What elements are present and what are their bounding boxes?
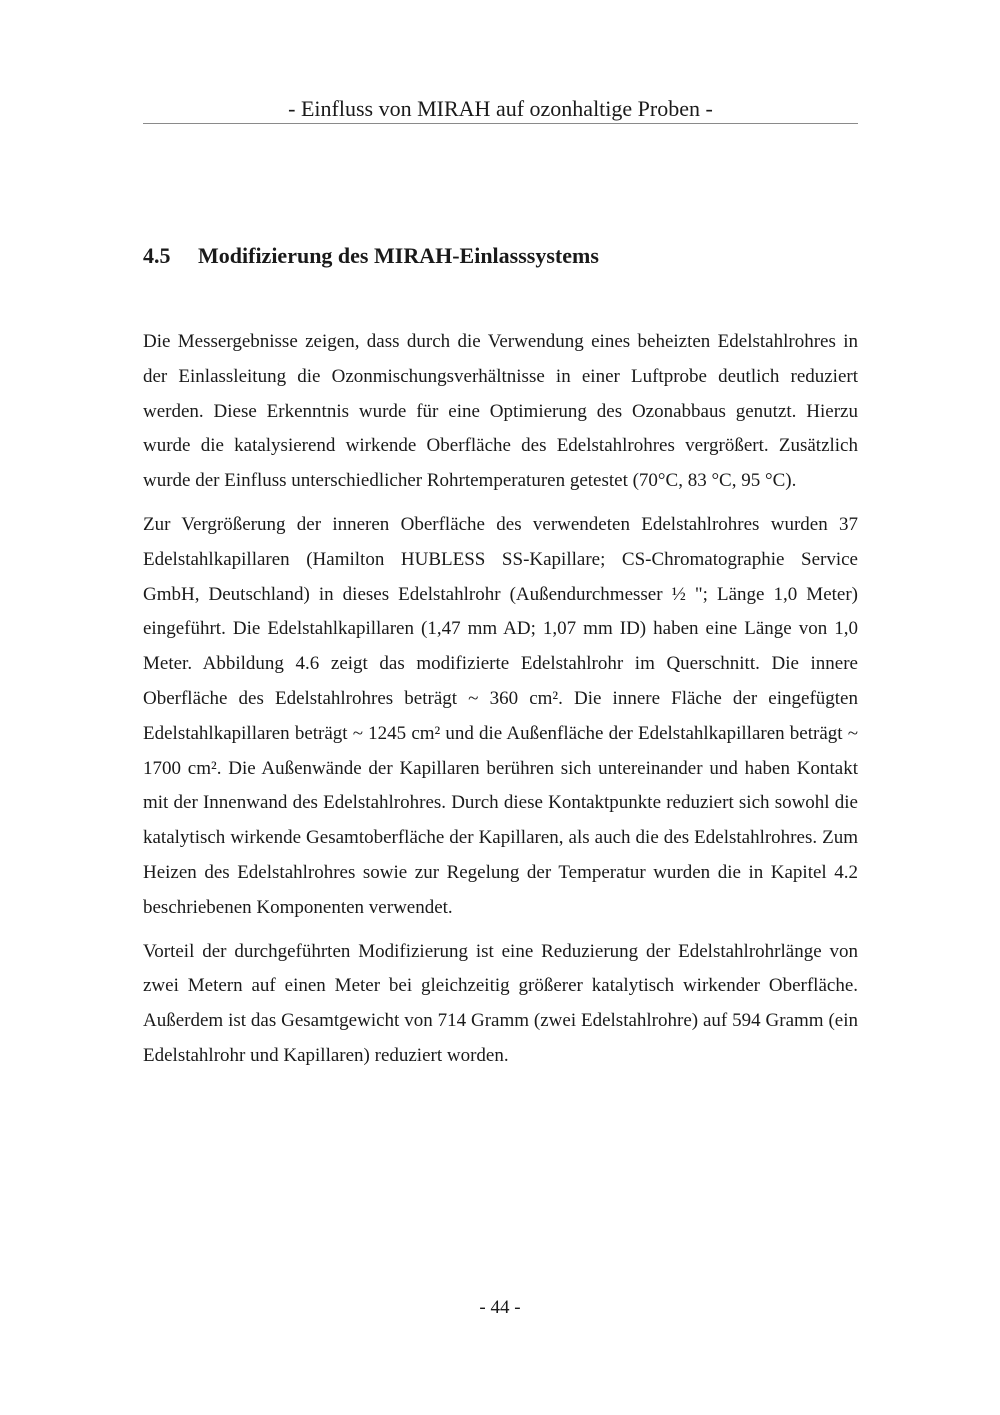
paragraph-3: Vorteil der durchgeführten Modifizierung ist eine Reduzierung der Edelstahlrohrlänge von zwei Metern auf einen Meter bei gleichzeitig größerer katalytisch wirkender Oberfläche. Außerdem ist das Gesamtgewicht von 714 Gramm (zwei Edelstahlrohre) auf 594 Gramm (ein Edelstahlrohr und Kapillaren) reduziert worden.: [143, 940, 858, 1066]
body-text: [143, 325, 858, 1083]
section-title: Modifizierung des MIRAH-Einlasssystems: [198, 243, 599, 268]
paragraph-2: Zur Vergrößerung der inneren Oberfläche des verwendeten Edelstahlrohres wurden 37 Edelstahlkapillaren (Hamilton HUBLESS SS-Kapillare; CS-Chromatographie Service GmbH, Deutschland) in dieses Edelstahlrohr (Außendurchmesser ½ "; Länge 1,0 Meter) eingeführt. Die Edelstahlkapillaren (1,47 mm AD; 1,07 mm ID) haben eine Länge von 1,0 Meter. Abbildung 4.6 zeigt das modifizierte Edelstahlrohr im Querschnitt. Die innere Oberfläche des Edelstahlrohres beträgt ~ 360 cm². Die innere Fläche der eingefügten Edelstahlkapillaren beträgt ~ 1245 cm² und die Außenfläche der Edelstahlkapillaren beträgt ~ 1700 cm². Die Außenwände der Kapillaren berühren sich untereinander und haben Kontakt mit der Innenwand des Edelstahlrohres. Durch diese Kontaktpunkte reduziert sich sowohl die katalytisch wirkende Gesamtoberfläche der Kapillaren, als auch die des Edelstahlrohres. Zum Heizen des Edelstahlrohres sowie zur Regelung der Temperatur wurden die in Kapitel 4.2 beschriebenen Komponenten verwendet.: [143, 513, 858, 918]
paragraph-1: Die Messergebnisse zeigen, dass durch die Verwendung eines beheizten Edelstahlrohres in der Einlassleitung die Ozonmischungsverhältnisse in einer Luftprobe deutlich reduziert werden. Diese Erkenntnis wurde für eine Optimierung des Ozonabbaus genutzt. Hierzu wurde die katalysierend wirkende Oberfläche des Edelstahlrohres vergrößert. Zusätzlich wurde der Einfluss unterschiedlicher Rohrtemperaturen getestet (70°C, 83 °C, 95 °C).: [143, 331, 858, 492]
section-heading: [143, 240, 858, 272]
page-number: - 44 -: [479, 1297, 521, 1318]
running-header-title: - Einfluss von MIRAH auf ozonhaltige Proben -: [288, 96, 713, 121]
running-header: [143, 94, 858, 124]
section-number: 4.5: [143, 243, 171, 268]
